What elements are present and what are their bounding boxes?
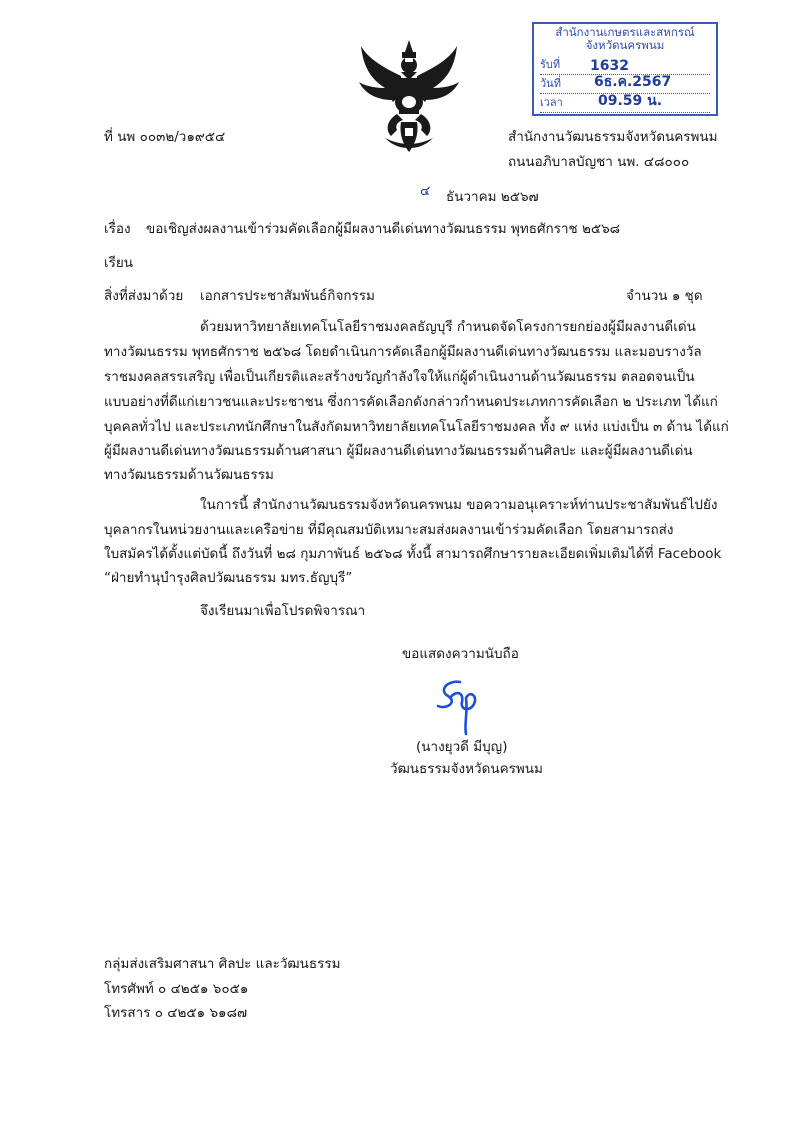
closing-salutation: ขอแสดงความนับถือ (402, 646, 519, 662)
stamp-org-line1: สำนักงานเกษตรและสหกรณ์ (555, 25, 695, 39)
body-p1-line: ผู้มีผลงานดีเด่นทางวัฒนธรรมด้านศาสนา ผู้มีผลงานดีเด่นทางวัฒนธรรมด้านศิลปะ และผู้มีผลงานดีเด่น (104, 443, 693, 459)
body-p1-line: แบบอย่างที่ดีแก่เยาวชนและประชาชน ซึ่งการคัดเลือกดังกล่าวกำหนดประเภทการคัดเลือก ๒ ประเภท ได้แก่ (104, 394, 718, 410)
date-day-handwritten: ๔ (420, 183, 431, 199)
body-p2-line: บุคลากรในหน่วยงานและเครือข่าย ที่มีคุณสมบัติเหมาะสมส่งผลงานเข้าร่วมคัดเลือก โดยสามารถส่ง (104, 522, 674, 538)
office-name: สำนักงานวัฒนธรรมจังหวัดนครพนม (508, 129, 718, 145)
footer-phone: โทรศัพท์ ๐ ๔๒๕๑ ๖๐๕๑ (104, 981, 249, 997)
footer-department: กลุ่มส่งเสริมศาสนา ศิลปะ และวัฒนธรรม (104, 956, 341, 972)
document-date: ธันวาคม ๒๕๖๗ (446, 189, 539, 205)
body-p1-line: ราชมงคลสรรเสริญ เพื่อเป็นเกียรติและสร้างขวัญกำลังใจให้แก่ผู้ดำเนินงานด้านวัฒนธรรม ตลอดจนเป็น (104, 369, 695, 385)
signatory-name: (นางยุวดี มีบุญ) (416, 739, 508, 755)
stamp-received-label: รับที่ (540, 58, 561, 71)
handwritten-signature (420, 676, 500, 736)
body-p2-line: ใบสมัครได้ตั้งแต่บัดนี้ ถึงวันที่ ๒๘ กุมภาพันธ์ ๒๕๖๘ ทั้งนี้ สามารถศึกษารายละเอียดเพิ่มเติมได้ที่ Facebook (104, 546, 722, 562)
stamp-received-value: 1632 (590, 58, 629, 74)
salutation: เรียน (104, 255, 134, 271)
subject-label: เรื่อง (104, 221, 131, 237)
closing-request: จึงเรียนมาเพื่อโปรดพิจารณา (200, 603, 366, 619)
receipt-stamp (532, 22, 718, 116)
stamp-date-value: 6ธ.ค.2567 (594, 74, 672, 90)
stamp-time-label: เวลา (540, 96, 563, 109)
enclosure-label: สิ่งที่ส่งมาด้วย (104, 288, 184, 304)
footer-fax: โทรสาร ๐ ๔๒๕๑ ๖๑๘๗ (104, 1005, 248, 1021)
stamp-time-value: 09.59 น. (598, 93, 663, 109)
garuda-emblem-icon (355, 38, 463, 154)
enclosure-item: เอกสารประชาสัมพันธ์กิจกรรม (200, 288, 375, 304)
stamp-time-row (540, 95, 710, 113)
body-p1-line: ทางวัฒนธรรม พุทธศักราช ๒๕๖๘ โดยดำเนินการคัดเลือกผู้มีผลงานดีเด่นทางวัฒนธรรม และมอบรางวัล (104, 344, 702, 360)
body-p1-line: ทางวัฒนธรรมด้านวัฒนธรรม (104, 467, 274, 483)
body-p1-line: ด้วยมหาวิทยาลัยเทคโนโลยีราชมงคลธัญบุรี กำหนดจัดโครงการยกย่องผู้มีผลงานดีเด่น (200, 319, 696, 335)
stamp-date-label: วันที่ (540, 77, 561, 90)
body-p1-line: บุคคลทั่วไป และประเภทนักศึกษาในสังกัดมหาวิทยาลัยเทคโนโลยีราชมงคล ทั้ง ๙ แห่ง แบ่งเป็น ๓ ด้าน ได้แก่ (104, 419, 729, 435)
enclosure-quantity: จำนวน ๑ ชุด (626, 288, 703, 304)
office-address: ถนนอภิบาลบัญชา นพ. ๔๘๐๐๐ (508, 154, 690, 170)
stamp-org-line2: จังหวัดนครพนม (585, 38, 665, 52)
signatory-position: วัฒนธรรมจังหวัดนครพนม (390, 761, 543, 777)
document-number: ที่ นพ ๐๐๓๒/ว๑๙๕๔ (104, 129, 226, 145)
body-p2-line: ในการนี้ สำนักงานวัฒนธรรมจังหวัดนครพนม ขอความอนุเคราะห์ท่านประชาสัมพันธ์ไปยัง (200, 497, 718, 513)
body-p2-line: “ฝ่ายทำนุบำรุงศิลปวัฒนธรรม มทร.ธัญบุรี” (104, 570, 353, 586)
subject-text: ขอเชิญส่งผลงานเข้าร่วมคัดเลือกผู้มีผลงานดีเด่นทางวัฒนธรรม พุทธศักราช ๒๕๖๘ (146, 221, 621, 237)
